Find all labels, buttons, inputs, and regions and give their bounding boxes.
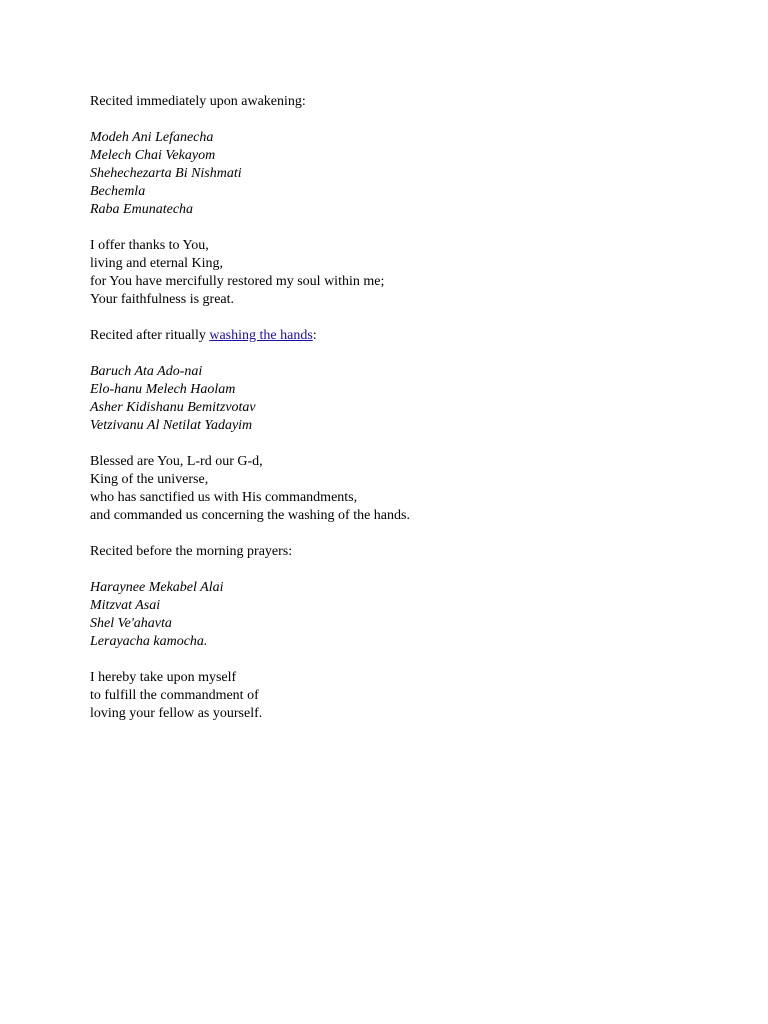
section-3-translation-line: I hereby take upon myself [90, 670, 237, 685]
section-2-translation-line: and commanded us concerning the washing of the hands. [90, 508, 410, 523]
section-3-transliteration-line: Mitzvat Asai [90, 598, 161, 613]
section-1-translation-line: living and eternal King, [90, 256, 223, 271]
section-3-translation-line: to fulfill the commandment of [90, 688, 259, 703]
document-page [90, 93, 730, 723]
section-2-intro [90, 327, 730, 345]
section-2-transliteration-line: Elo-hanu Melech Haolam [90, 382, 236, 397]
section-3-translation-line: loving your fellow as yourself. [90, 706, 263, 721]
spacer [90, 345, 730, 363]
section-3-transliteration-line: Shel Ve'ahavta [90, 616, 172, 631]
section-1-transliteration-line: Melech Chai Vekayom [90, 148, 216, 163]
spacer [90, 219, 730, 237]
section-3-transliteration-line: Lerayacha kamocha. [90, 634, 208, 649]
section-3-intro: Recited before the morning prayers: [90, 544, 293, 559]
section-1-intro: Recited immediately upon awakening: [90, 94, 306, 109]
section-2-intro-suffix: : [312, 328, 317, 343]
spacer [90, 561, 730, 579]
section-1-transliteration-line: Raba Emunatecha [90, 202, 194, 217]
washing-the-hands-link[interactable]: washing the hands [209, 328, 313, 343]
spacer [90, 525, 730, 543]
section-3-transliteration-line: Haraynee Mekabel Alai [90, 580, 224, 595]
section-2-translation-line: King of the universe, [90, 472, 209, 487]
section-2-transliteration-line: Vetzivanu Al Netilat Yadayim [90, 418, 253, 433]
section-2-translation-line: Blessed are You, L-rd our G-d, [90, 454, 263, 469]
section-1-transliteration-line: Modeh Ani Lefanecha [90, 130, 214, 145]
spacer [90, 309, 730, 327]
section-2-intro-prefix: Recited after ritually [90, 328, 210, 343]
section-2-transliteration-line: Asher Kidishanu Bemitzvotav [90, 400, 256, 415]
section-1-transliteration-line: Shehechezarta Bi Nishmati [90, 166, 242, 181]
spacer [90, 435, 730, 453]
section-1-translation-line: Your faithfulness is great. [90, 292, 235, 307]
section-1-translation-line: for You have mercifully restored my soul within me; [90, 274, 385, 289]
section-1-transliteration-line: Bechemla [90, 184, 146, 199]
section-2-transliteration-line: Baruch Ata Ado-nai [90, 364, 203, 379]
section-1-translation-line: I offer thanks to You, [90, 238, 209, 253]
spacer [90, 111, 730, 129]
spacer [90, 651, 730, 669]
section-2-translation-line: who has sanctified us with His commandments, [90, 490, 358, 505]
